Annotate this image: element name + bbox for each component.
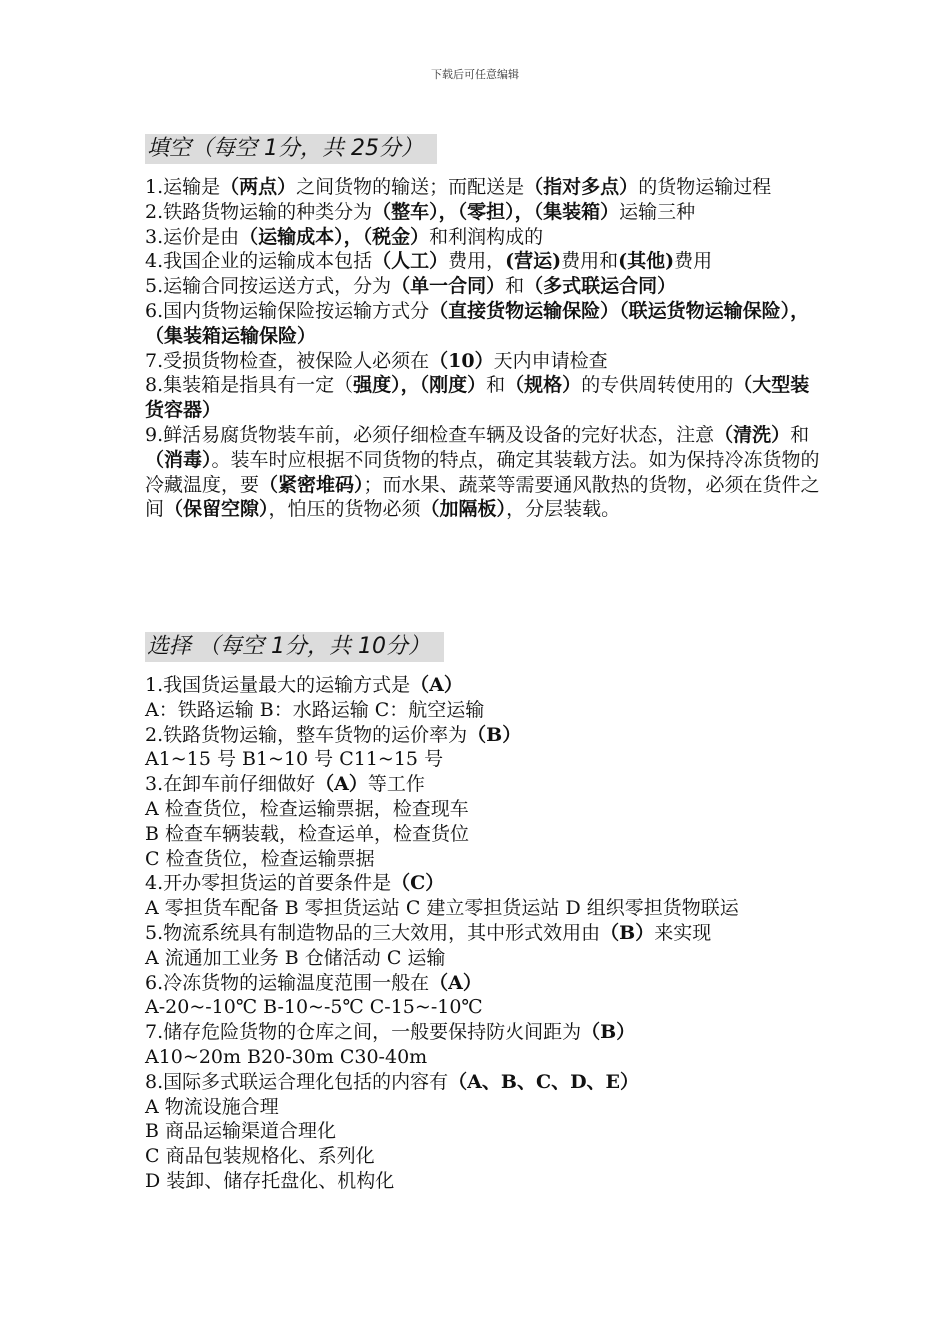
fill-text: 的专供周转使用的 <box>581 374 734 397</box>
choice-text: 6.冷冻货物的运输温度范围一般在 <box>145 971 430 994</box>
choice-line-17 <box>145 1070 825 1095</box>
choice-text: 3.在卸车前仔细做好 <box>145 773 316 796</box>
fill-text: 1.运输是 <box>145 176 221 198</box>
choice-line-21 <box>145 1169 825 1194</box>
choice-text: 等工作 <box>367 773 425 796</box>
fill-text: ，怕压的货物必须 <box>268 498 421 521</box>
choice-answer: （C） <box>391 872 445 895</box>
fill-question-f9 <box>145 423 825 522</box>
choice-line-14 <box>145 995 825 1020</box>
choice-answer: （A、B、C、D、E） <box>448 1070 640 1093</box>
fill-text: 费用 <box>674 250 713 273</box>
choice-answer: （B） <box>581 1021 636 1044</box>
fill-text: 之间货物的输送；而配送是 <box>296 176 525 198</box>
choice-line-2 <box>145 698 825 723</box>
choice-answer: （A） <box>410 674 463 696</box>
fill-answer: （两点） <box>220 176 297 198</box>
choice-text: 8.国际多式联运合理化包括的内容有 <box>145 1070 449 1093</box>
choice-answer: （B） <box>467 723 522 746</box>
choice-text: 5.物流系统具有制造物品的三大效用，其中形式效用由 <box>145 921 601 944</box>
choice-line-9 <box>145 871 825 896</box>
choice-line-4 <box>145 747 825 772</box>
choice-line-16 <box>145 1045 825 1070</box>
choice-line-11 <box>145 921 825 946</box>
fill-question-f3 <box>145 225 825 250</box>
choice-line-5 <box>145 772 825 797</box>
fill-text: 4.我国企业的运输成本包括 <box>145 250 373 273</box>
choice-line-18 <box>145 1095 825 1120</box>
choice-text: B 检查车辆装载，检查运单，检查货位 <box>145 822 470 845</box>
choice-answer: （A） <box>315 773 368 796</box>
choice-text: A1~15 号 B1~10 号 C11~15 号 <box>145 748 444 771</box>
choice-line-15 <box>145 1020 825 1045</box>
fill-text: 。装车时应根据不同货物的特点，确定其装载方法。如为保持冷冻货物的冷藏温度，要 <box>145 448 820 496</box>
choice-text: D 装卸、储存托盘化、机构化 <box>145 1169 395 1192</box>
choice-text: C 检查货位，检查运输票据 <box>145 847 375 870</box>
choice-answer: （A） <box>429 971 482 994</box>
fill-answer: (营运) <box>505 250 562 273</box>
choice-line-7 <box>145 822 825 847</box>
fill-question-f4 <box>145 249 825 274</box>
fill-answer: （指对多点） <box>524 176 639 198</box>
fill-section-title: 填空（每空 1分，共 25分） <box>145 134 437 164</box>
fill-answer: （人工） <box>372 250 449 273</box>
fill-text: 和 <box>505 275 525 298</box>
fill-text: 5.运输合同按运送方式，分为 <box>145 275 392 298</box>
fill-answer: （多式联运合同） <box>524 275 677 298</box>
fill-answer: （保留空隙） <box>164 498 269 521</box>
choice-text: A 物流设施合理 <box>145 1095 279 1118</box>
choice-text: A 检查货位，检查运输票据，检查现车 <box>145 797 469 820</box>
choice-line-13 <box>145 971 825 996</box>
choice-text: A-20~-10℃ B-10~-5℃ C-15~-10℃ <box>145 996 483 1019</box>
fill-answer: （规格） <box>505 374 582 397</box>
choice-text: 2.铁路货物运输，整车货物的运价率为 <box>145 723 468 746</box>
choice-questions <box>145 673 825 1194</box>
choice-text: A 流通加工业务 B 仓储活动 C 运输 <box>145 946 446 969</box>
fill-question-f5 <box>145 274 825 299</box>
choice-section-title: 选择 （每空 1分，共 10分） <box>145 632 444 662</box>
fill-answer: （直接货物运输保险）（联运货物运输保险），（集装箱运输保险） <box>145 299 810 347</box>
fill-question-f2 <box>145 200 825 225</box>
fill-text: 7.受损货物检查，被保险人必须在 <box>145 349 430 372</box>
choice-answer: （B） <box>600 921 655 944</box>
choice-text: A10~20m B20-30m C30-40m <box>145 1045 428 1068</box>
fill-text: 天内申请检查 <box>493 349 608 372</box>
fill-text: 和 <box>790 423 810 446</box>
fill-answer: （清洗） <box>714 423 791 446</box>
fill-question-f7 <box>145 349 825 374</box>
fill-text: ，分层装载。 <box>506 498 621 521</box>
fill-text: 和利润构成的 <box>429 225 544 248</box>
choice-text: 7.储存危险货物的仓库之间，一般要保持防火间距为 <box>145 1021 582 1044</box>
header-note: 下载后可任意编辑 <box>431 68 519 81</box>
fill-text: 费用和 <box>561 250 619 273</box>
fill-question-f6 <box>145 299 825 349</box>
fill-answer: 强度），（刚度） <box>353 374 487 397</box>
choice-text: 来实现 <box>654 921 712 944</box>
fill-text: 运输三种 <box>619 200 696 223</box>
fill-answer: （整车），（零担），（集装箱） <box>372 200 620 223</box>
fill-text: 6.国内货物运输保险按运输方式分 <box>145 299 430 322</box>
fill-text: 8.集装箱是指具有一定（ <box>145 374 354 397</box>
fill-text: 2.铁路货物运输的种类分为 <box>145 200 373 223</box>
choice-text: B 商品运输渠道合理化 <box>145 1120 337 1143</box>
choice-text: 4.开办零担货运的首要条件是 <box>145 872 392 895</box>
fill-answer: （紧密堆码） <box>259 473 364 496</box>
fill-answer: （单一合同） <box>391 275 506 298</box>
fill-text: ；而水果、蔬菜等需要通风散热的货物，必须在货件之间 <box>145 473 820 521</box>
fill-answer: （大型装货容器） <box>145 374 810 422</box>
fill-questions <box>145 175 825 522</box>
choice-line-1 <box>145 673 825 698</box>
fill-answer: （消毒） <box>145 448 212 471</box>
choice-text: 1.我国货运量最大的运输方式是 <box>145 674 411 696</box>
choice-text: C 商品包装规格化、系列化 <box>145 1145 375 1168</box>
fill-answer: （运输成本），（税金） <box>239 225 430 248</box>
fill-question-f8 <box>145 373 825 423</box>
fill-answer: (其他) <box>618 250 675 273</box>
fill-text: 费用， <box>448 250 506 273</box>
fill-text: 和 <box>486 374 506 397</box>
fill-text: 9.鲜活易腐货物装车前，必须仔细检查车辆及设备的完好状态，注意 <box>145 423 715 446</box>
choice-text: A 零担货车配备 B 零担货运站 C 建立零担货运站 D 组织零担货物联运 <box>145 897 739 920</box>
fill-answer: （10） <box>429 349 494 372</box>
choice-line-19 <box>145 1119 825 1144</box>
fill-text: 的货物运输过程 <box>638 176 772 198</box>
choice-line-6 <box>145 797 825 822</box>
fill-text: 3.运价是由 <box>145 225 240 248</box>
choice-line-8 <box>145 847 825 872</box>
choice-line-20 <box>145 1144 825 1169</box>
choice-text: A：铁路运输 B：水路运输 C：航空运输 <box>145 698 485 721</box>
fill-answer: （加隔板） <box>420 498 507 521</box>
choice-line-10 <box>145 896 825 921</box>
choice-line-12 <box>145 946 825 971</box>
choice-line-3 <box>145 723 825 748</box>
fill-question-f1 <box>145 175 825 200</box>
